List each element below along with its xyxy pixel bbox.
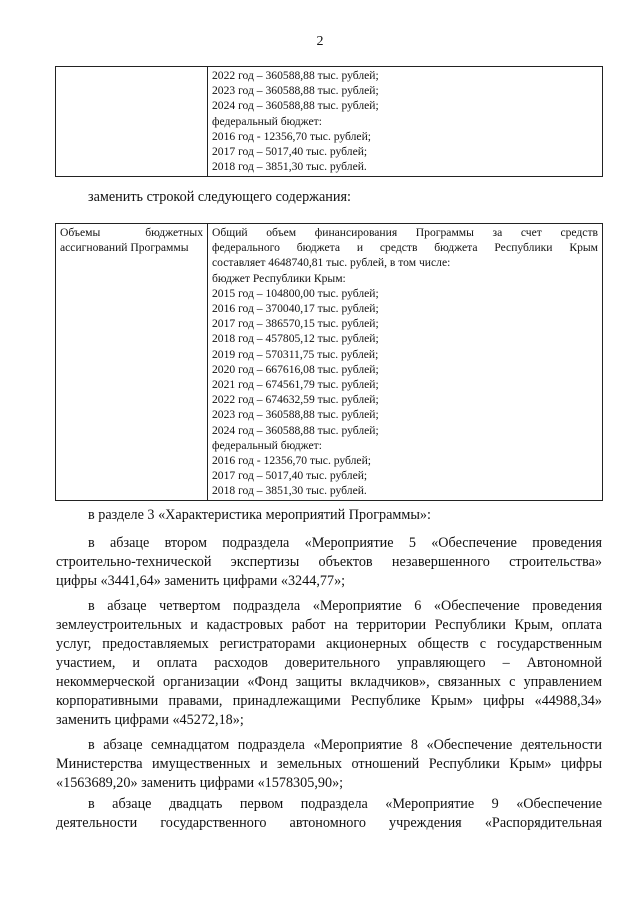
table2-line: федеральный бюджет: [212,438,322,452]
table2-line: 2017 год – 5017,40 тыс. рублей; [212,469,368,483]
paragraph-line: в абзаце четвертом подраздела «Мероприятие 6 «Обеспечение проведения [88,598,602,614]
table2-line: 2021 год – 674561,79 тыс. рублей; [212,378,379,392]
paragraph-line: в абзаце двадцать первом подраздела «Мероприятие 9 «Обеспечение [88,796,602,812]
table1-line: 2018 год – 3851,30 тыс. рублей. [212,160,367,174]
paragraph-line: землеустроительных и кадастровых работ на территории Республики Крым, оплата [56,617,602,633]
table2-line: 2023 год – 360588,88 тыс. рублей; [212,408,379,422]
page-number: 2 [316,34,324,49]
replace-intro: заменить строкой следующего содержания: [88,189,351,205]
table2-line: 2017 год – 386570,15 тыс. рублей; [212,317,379,331]
table2-line: 2020 год – 667616,08 тыс. рублей; [212,362,379,376]
table1-line: 2022 год – 360588,88 тыс. рублей; [212,69,379,82]
paragraph-line: цифры «3441,64» заменить цифрами «3244,77»; [56,573,346,589]
table2-line: 2018 год – 457805,12 тыс. рублей; [212,332,379,346]
paragraph-line: «1563689,20» заменить цифрами «1578305,90»; [56,775,344,791]
paragraph-line: деятельности государственного автономного учреждения «Распорядительная [56,815,602,831]
previous-budget-table [55,66,603,177]
paragraph-line: заменить цифрами «45272,18»; [56,712,244,728]
table1-line: 2024 год – 360588,88 тыс. рублей; [212,99,379,113]
table2-line: составляет 4648740,81 тыс. рублей, в том числе: [212,256,451,270]
paragraph-line: некоммерческой организации «Фонд защиты вкладчиков», связанных с управлением [56,674,602,690]
table1-content-cell [208,67,603,177]
paragraph-mероприятие-5 [56,534,602,591]
paragraph-line: в абзаце втором подраздела «Мероприятие 5 «Обеспечение проведения [88,535,602,551]
paragraph-line: Министерства имущественных и земельных отношений Республики Крым» цифры [56,756,602,772]
paragraph-meropriyatie-8 [56,736,602,793]
table2-label-cell [56,224,208,501]
table2-line: 2015 год – 104800,00 тыс. рублей; [212,286,379,300]
table2-line: 2018 год – 3851,30 тыс. рублей. [212,484,367,498]
table2-line: Общий объем финансирования Программы за счет средств [212,226,598,239]
paragraph-meropriyatie-6 [56,597,602,730]
table2-line: 2024 год – 360588,88 тыс. рублей; [212,423,379,437]
table1-empty-cell [56,67,208,177]
paragraph-line: в абзаце семнадцатом подраздела «Мероприятие 8 «Обеспечение деятельности [88,737,602,753]
table1-line: федеральный бюджет: [212,114,322,128]
table1-line: 2016 год - 12356,70 тыс. рублей; [212,129,372,143]
paragraph-meropriyatie-9 [56,795,602,833]
table2-line: 2019 год – 570311,75 тыс. рублей; [212,347,379,361]
table1-line: 2017 год – 5017,40 тыс. рублей; [212,145,368,159]
table2-label-line: ассигнований Программы [60,241,189,255]
table2-line: 2022 год – 674632,59 тыс. рублей; [212,393,379,407]
table2-label-line: Объемы бюджетных [60,226,203,239]
table2-line: бюджет Республики Крым: [212,271,346,285]
table2-line: 2016 год - 12356,70 тыс. рублей; [212,454,372,468]
paragraph-line: корпоративными правами, принадлежащими Республике Крым» цифры «44988,34» [56,693,602,709]
paragraph-line: строительно-технической экспертизы объектов незавершенного строительства» [56,554,602,570]
table2-content-cell [208,224,603,501]
section3-heading: в разделе 3 «Характеристика мероприятий Программы»: [88,507,431,523]
table1-line: 2023 год – 360588,88 тыс. рублей; [212,84,379,98]
paragraph-line: участием, и оплата расходов доверительного управляющего – Автономной [56,655,602,671]
new-budget-table [55,223,603,501]
paragraph-line: услуг, предоставляемых регистраторами акционерных обществ с государственным [56,636,602,652]
table2-line: 2016 год – 370040,17 тыс. рублей; [212,302,379,316]
table2-line: федерального бюджета и средств бюджета Республики Крым [212,241,598,255]
